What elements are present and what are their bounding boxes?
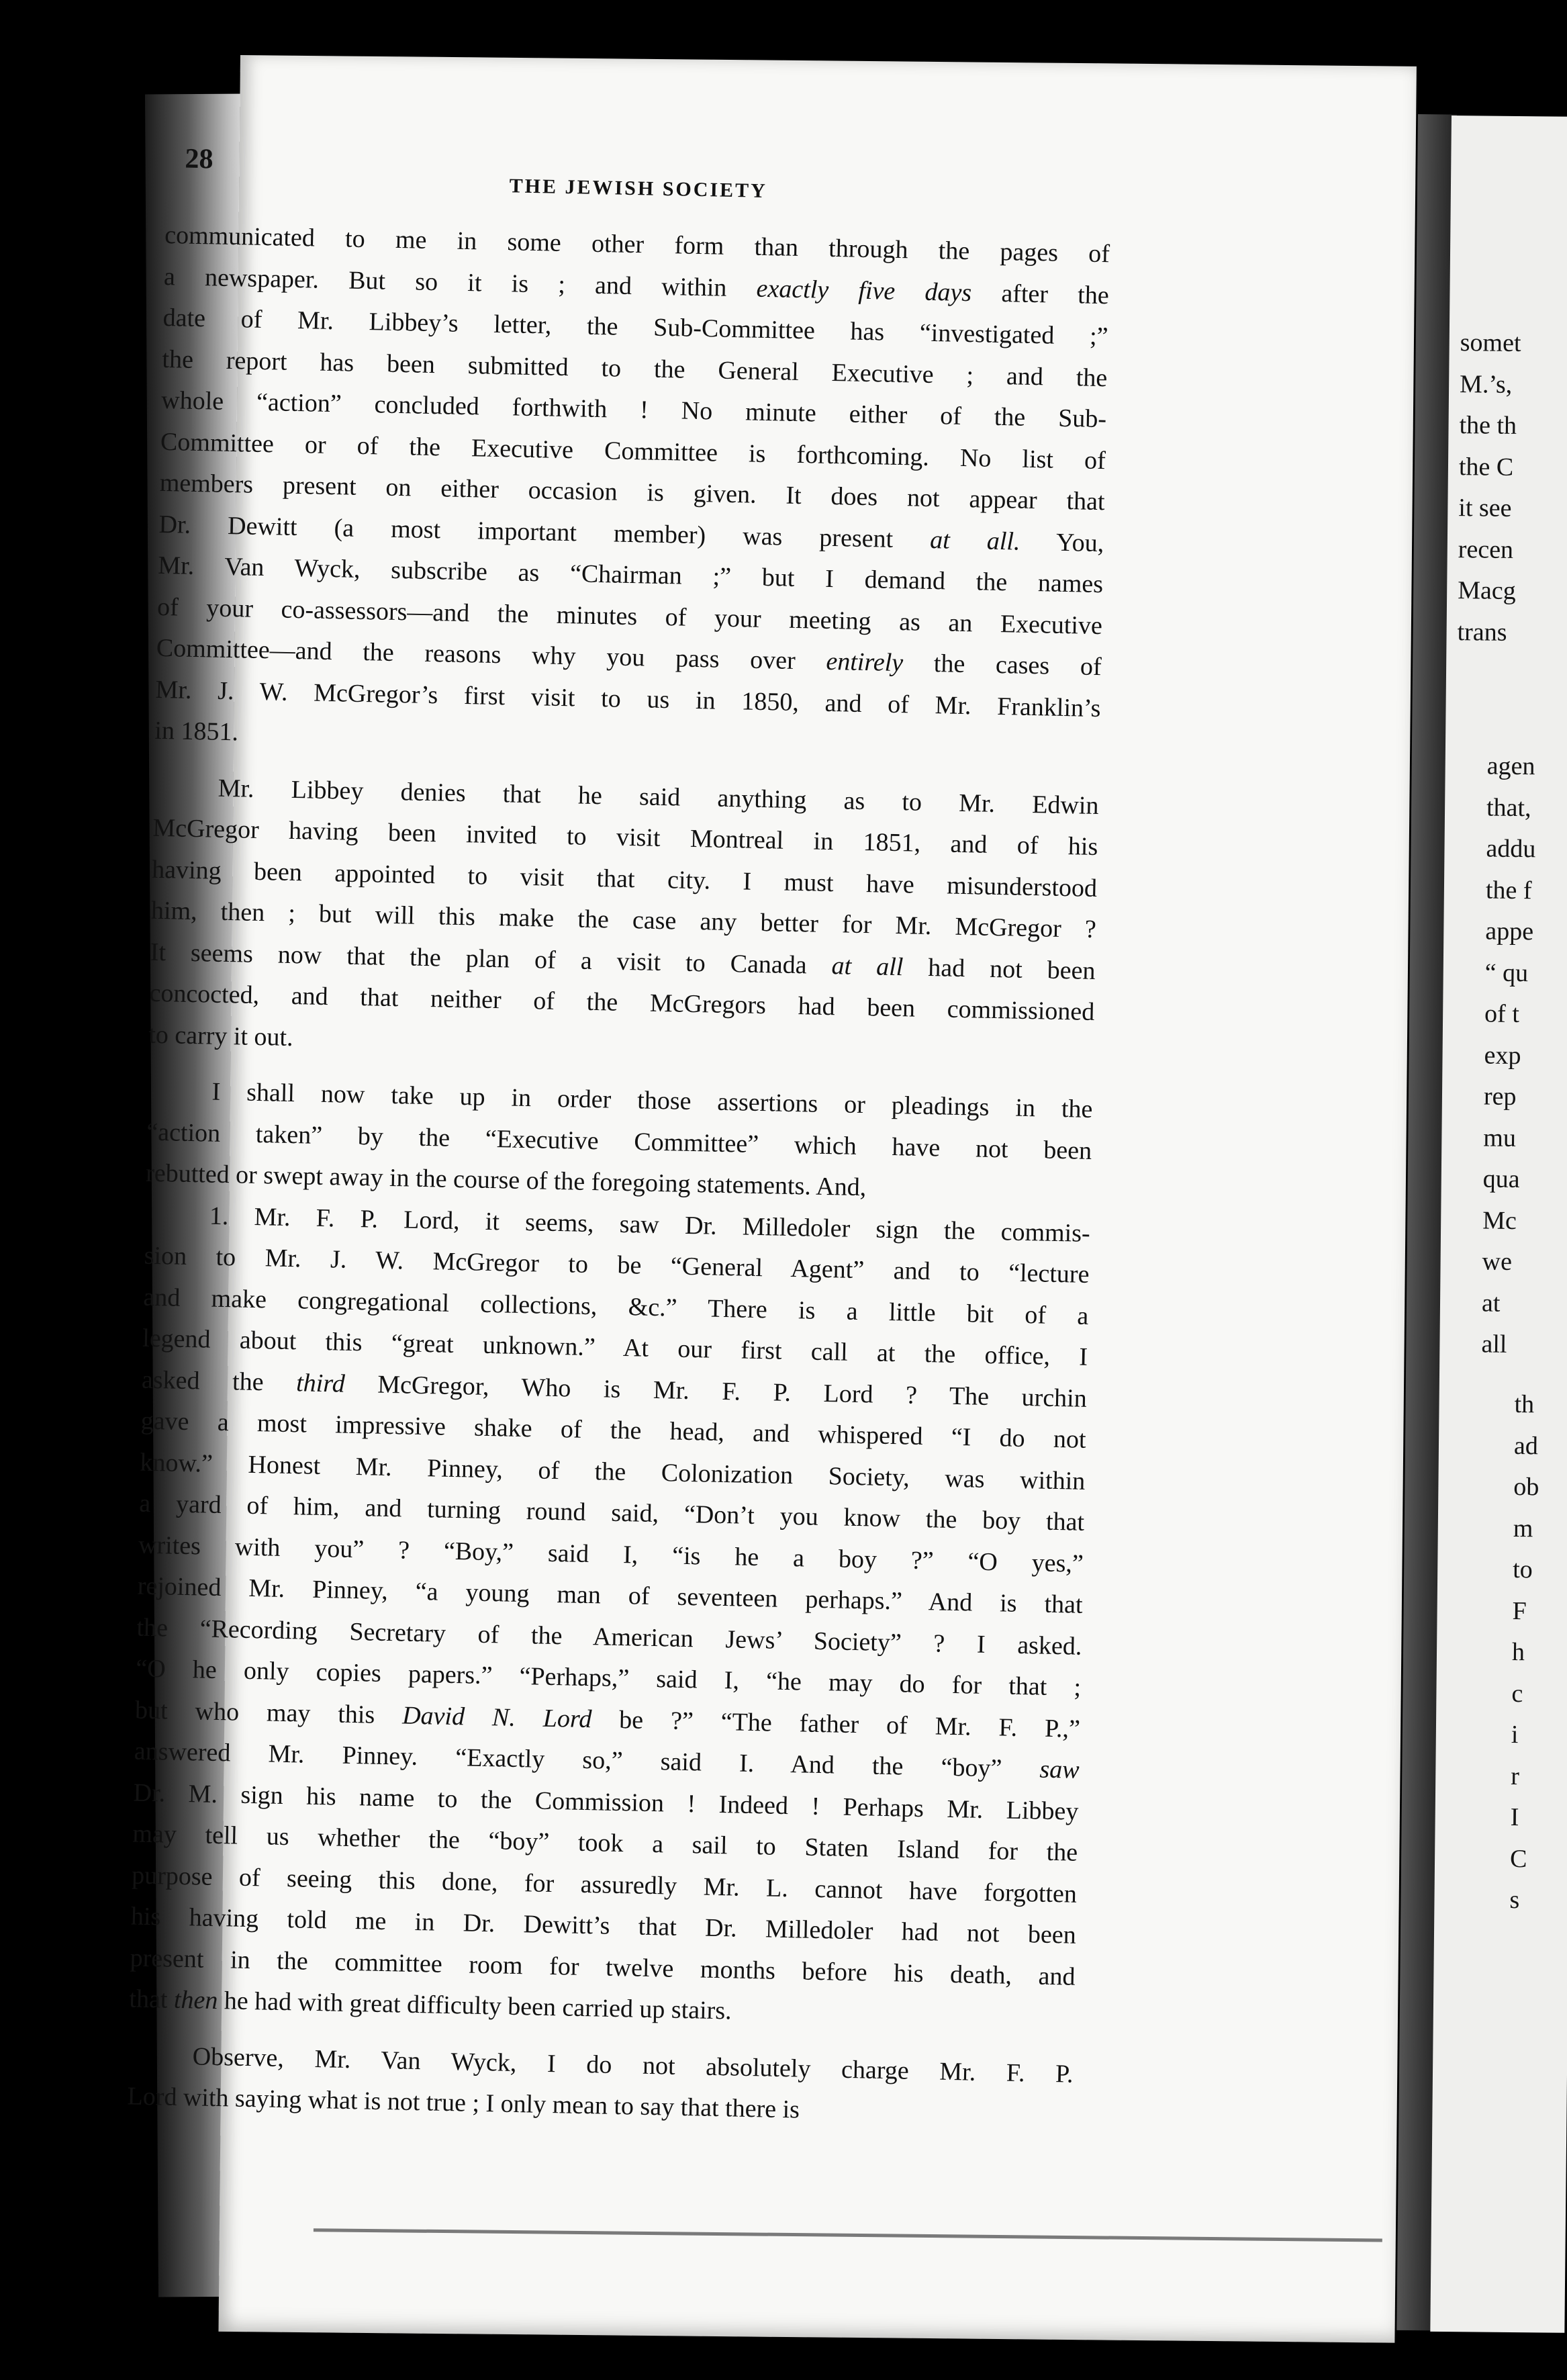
facing-page (1430, 116, 1567, 2333)
text-line: members present on either occasion is given. It does not appear that (159, 468, 1105, 516)
text-line: answered Mr. Pinney. “Exactly so,” said I. And the “boy” saw (134, 1737, 1080, 1784)
text-line: Observe, Mr. Van Wyck, I do not absolutely charge Mr. F. P. (192, 2042, 1074, 2089)
text-line: McGregor having been invited to visit Montreal in 1851, and of his (152, 813, 1098, 862)
text-line: to carry it out. (148, 1020, 293, 1052)
page-number: 28 (185, 143, 213, 175)
text-line: Dr. Dewitt (a most important member) was present at all. You, (158, 510, 1104, 557)
facing-page-fragment: I (1510, 1802, 1519, 1832)
facing-page-fragment: M.’s, (1459, 369, 1513, 399)
facing-page-fragment: rep (1483, 1082, 1517, 1111)
text-line: whole “action” concluded forthwith ! No minute either of the Sub- (160, 385, 1107, 434)
text-line: the report has been submitted to the General Executive ; and the (162, 345, 1108, 392)
text-line: Lord with saying what is not true ; I only mean to say that there is (127, 2082, 800, 2124)
text-line: concocted, and that neither of the McGregors had been commissioned (149, 978, 1095, 1026)
text-line: It seems now that the plan of a visit to Canada at all had not been (150, 937, 1096, 985)
facing-page-fragment: exp (1484, 1041, 1521, 1070)
text-line: Mr. J. W. McGregor’s first visit to us in 1850, and of Mr. Franklin’s (155, 675, 1101, 723)
facing-page-fragment: that, (1486, 793, 1531, 822)
facing-page-fragment: ob (1513, 1472, 1539, 1502)
facing-page-fragment: addu (1486, 834, 1536, 864)
paragraph (154, 215, 1110, 771)
running-title: THE JEWISH SOCIETY (509, 175, 768, 202)
facing-page-fragment: trans (1457, 617, 1507, 647)
text-line: 1. Mr. F. P. Lord, it seems, saw Dr. Milledoler sign the commis- (209, 1201, 1091, 1248)
text-line: Mr. Van Wyck, subscribe as “Chairman ;” but I demand the names (157, 551, 1104, 599)
facing-page-fragment: agen (1486, 751, 1535, 781)
facing-page-fragment: r (1511, 1761, 1520, 1790)
paragraph (129, 1194, 1090, 2039)
text-line: rebutted or swept away in the course of the foregoing statements. And, (145, 1158, 867, 1202)
text-line: asked the third McGregor, Who is Mr. F. P. Lord ? The urchin (141, 1365, 1088, 1413)
facing-page-fragment: “ qu (1484, 958, 1529, 987)
text-line: in 1851. (154, 716, 239, 747)
facing-page-fragment: C (1509, 1844, 1527, 1873)
facing-page-fragment: i (1511, 1720, 1519, 1749)
page-text (127, 142, 1112, 2136)
text-line: a newspaper. But so it is ; and within exactly five days after the (163, 262, 1110, 310)
text-line: Mr. Libbey denies that he said anything as to Mr. Edwin (218, 774, 1099, 820)
facing-page-fragment: all (1481, 1330, 1507, 1359)
facing-page-fragment: the th (1459, 411, 1517, 440)
facing-page-fragment: the C (1458, 452, 1514, 482)
text-line: him, then ; but will this make the case any better for Mr. McGregor ? (150, 896, 1097, 944)
text-line: writes with you” ? “Boy,” said I, “is he a boy ?” “O yes,” (138, 1530, 1084, 1578)
facing-page-fragment: recen (1458, 535, 1514, 564)
text-line: “action taken” by the “Executive Committee” which have not been (146, 1117, 1092, 1165)
paragraph (146, 1070, 1093, 1214)
facing-page-fragments-a (1457, 322, 1521, 653)
text-line: of your co-assessors—and the minutes of your meeting as an Executive (156, 592, 1103, 640)
text-line: may tell us whether the “boy” took a sail to Staten Island for the (132, 1819, 1078, 1867)
facing-page-fragment: qua (1482, 1164, 1520, 1194)
text-line: present in the committee room for twelve months before his death, and (130, 1943, 1076, 1991)
text-line: Committee—and the reasons why you pass over entirely the cases of (156, 633, 1102, 682)
text-line: “O he only copies papers.” “Perhaps,” said I, “he may do for that ; (135, 1654, 1082, 1702)
facing-page-fragment: ad (1513, 1431, 1539, 1460)
facing-page-fragment: appe (1485, 917, 1534, 946)
text-line: that then he had with great difficulty been carried up stairs. (129, 1984, 732, 2025)
facing-page-fragment: it see (1458, 494, 1512, 522)
text-line: date of Mr. Libbey’s letter, the Sub-Committee has “investigated ;” (162, 303, 1108, 351)
text-line: purpose of seeing this done, for assuredly Mr. L. cannot have forgotten (131, 1860, 1078, 1909)
text-line: I shall now take up in order those assertions or pleadings in the (211, 1077, 1093, 1124)
facing-page-fragment: of t (1484, 999, 1520, 1029)
text-line: Committee or of the Executive Committee is forthcoming. No list of (160, 427, 1106, 475)
text-line: communicated to me in some other form than through the pages of (164, 220, 1110, 269)
text-line: and make congregational collections, &c.” There is a little bit of a (143, 1283, 1089, 1330)
page-bottom-edge (314, 2228, 1382, 2242)
facing-page-fragments-b (1481, 746, 1537, 1366)
facing-page-fragment: h (1511, 1637, 1525, 1667)
text-line: his having told me in Dr. Dewitt’s that Dr. Milledoler had not been (130, 1902, 1077, 1950)
facing-page-fragments-c (1509, 1384, 1540, 1921)
text-line: legend about this “great unknown.” At our first call at the office, I (142, 1324, 1088, 1371)
facing-page-fragment: the f (1485, 876, 1532, 905)
facing-page-fragment: F (1512, 1596, 1527, 1625)
facing-page-fragment: to (1513, 1555, 1533, 1584)
facing-page-fragment: c (1511, 1679, 1523, 1708)
text-line: but who may this David N. Lord be ?” “The father of Mr. F. P.,” (134, 1696, 1081, 1743)
facing-page-fragment: at (1481, 1289, 1501, 1318)
text-line: gave a most impressive shake of the head, and whispered “I do not (140, 1406, 1086, 1454)
text-line: a yard of him, and turning round said, “Don’t you know the boy that (138, 1489, 1085, 1537)
text-line: sion to Mr. J. W. McGregor to be “General Agent” and to “lecture (144, 1241, 1090, 1289)
text-line: having been appointed to visit that city. I must have misunderstood (151, 855, 1098, 903)
text-line: rejoined Mr. Pinney, “a young man of seventeen perhaps.” And is that (137, 1571, 1083, 1619)
text-line: Dr. M. sign his name to the Commission ! Indeed ! Perhaps Mr. Libbey (133, 1778, 1079, 1826)
facing-page-fragment: we (1482, 1247, 1513, 1276)
facing-page-fragment: Mc (1482, 1206, 1517, 1235)
text-line: know.” Honest Mr. Pinney, of the Colonization Society, was within (140, 1448, 1086, 1496)
body-text (127, 215, 1110, 2136)
paragraph (148, 766, 1099, 1074)
facing-page-fragment: Macg (1458, 576, 1516, 605)
facing-page-fragment: somet (1460, 328, 1521, 358)
text-line: the “Recording Secretary of the American Jews’ Society” ? I asked. (136, 1613, 1082, 1661)
facing-page-fragment: s (1509, 1885, 1520, 1915)
facing-page-fragment: mu (1483, 1124, 1517, 1152)
facing-page-fragment: th (1514, 1389, 1535, 1419)
facing-page-fragment: m (1513, 1514, 1533, 1543)
